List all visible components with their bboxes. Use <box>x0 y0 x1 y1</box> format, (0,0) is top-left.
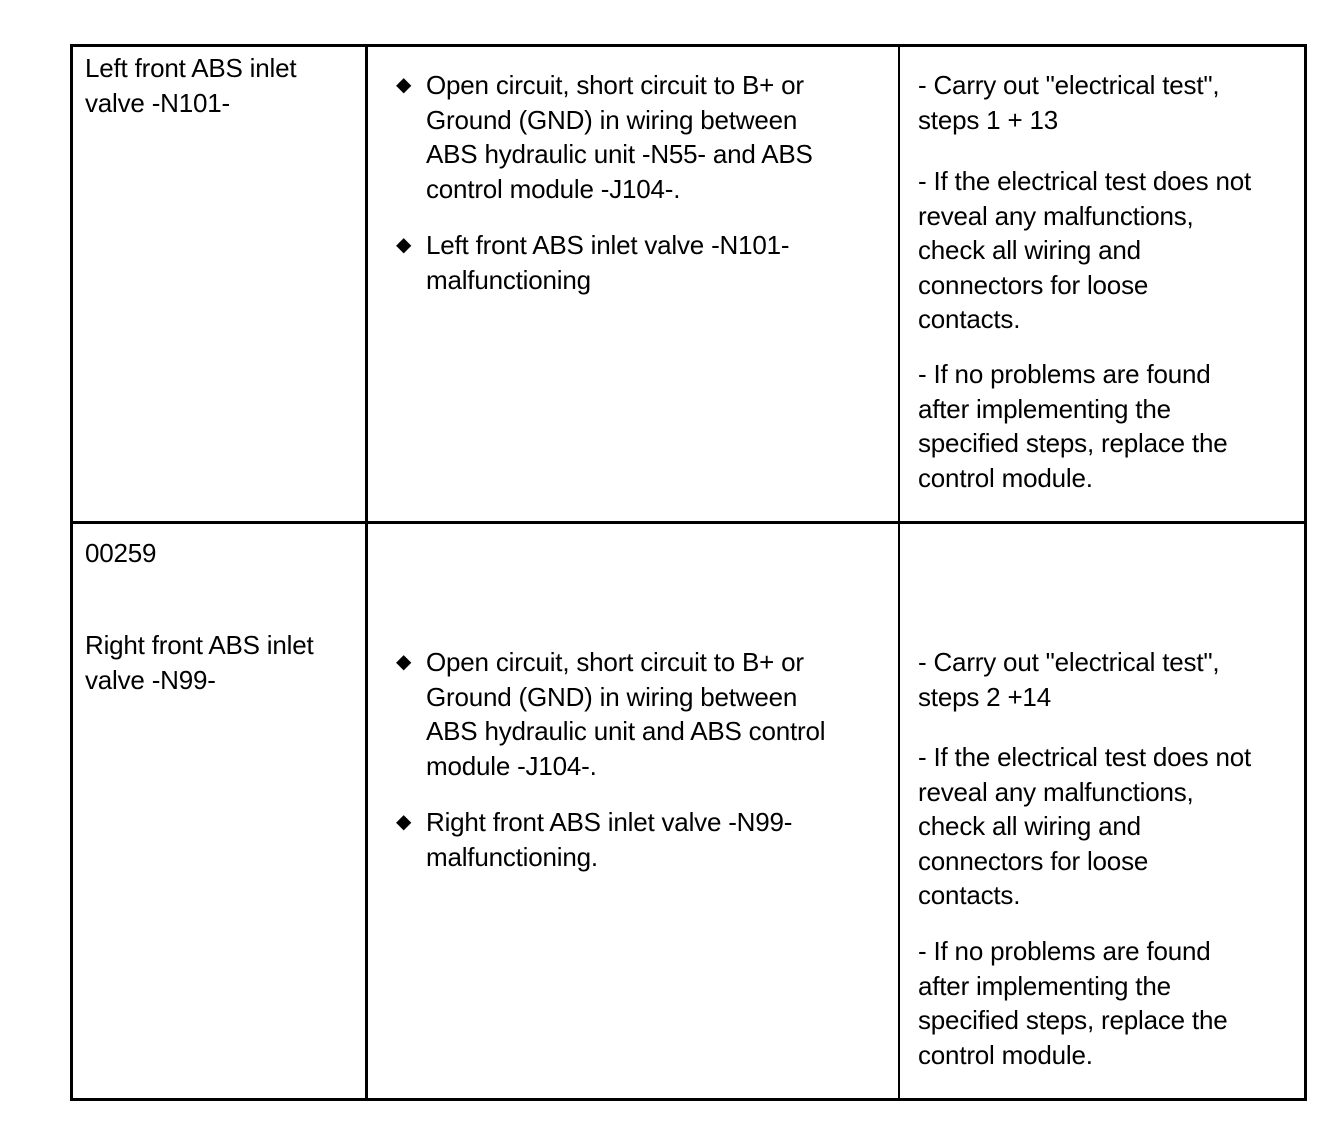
remedy-text: - Carry out "electrical test", steps 1 + 13 <box>918 70 1220 135</box>
remedy-text: - If the electrical test does not reveal any malfunctions, check all wiring and connectors for loose contacts. <box>918 742 1252 910</box>
cause-item <box>396 68 896 206</box>
diamond-bullet-icon: ◆ <box>396 651 412 673</box>
remedy-text: - Carry out "electrical test", steps 2 +14 <box>918 647 1220 712</box>
fault-code: 00259 <box>85 538 157 568</box>
cause-text: Open circuit, short circuit to B+ or Ground (GND) in wiring between ABS hydraulic unit and ABS control module -J104-. <box>426 647 826 781</box>
table-row <box>73 47 1304 524</box>
component-cell <box>73 47 368 521</box>
component-name: Right front ABS inlet valve -N99- <box>85 630 314 695</box>
cause-cell <box>368 524 900 1098</box>
diamond-bullet-icon: ◆ <box>396 234 412 256</box>
cause-text: Left front ABS inlet valve -N101- malfunctioning <box>426 230 790 295</box>
remedy-cell <box>900 47 1304 521</box>
remedy-text: - If no problems are found after implementing the specified steps, replace the control module. <box>918 936 1228 1070</box>
diamond-bullet-icon: ◆ <box>396 74 412 96</box>
cause-item <box>396 645 896 783</box>
fault-table <box>70 44 1307 1101</box>
cause-cell <box>368 47 900 521</box>
cause-text: Right front ABS inlet valve -N99- malfunctioning. <box>426 807 793 872</box>
cause-item <box>396 228 896 297</box>
component-name: Left front ABS inlet valve -N101- <box>85 53 297 118</box>
remedy-text: - If no problems are found after implementing the specified steps, replace the control module. <box>918 359 1228 493</box>
component-cell <box>73 524 368 1098</box>
cause-text: Open circuit, short circuit to B+ or Ground (GND) in wiring between ABS hydraulic unit -N55- and ABS control module -J104-. <box>426 70 813 204</box>
cause-item <box>396 805 896 874</box>
remedy-text: - If the electrical test does not reveal any malfunctions, check all wiring and connectors for loose contacts. <box>918 166 1252 334</box>
remedy-cell <box>900 524 1304 1098</box>
table-row <box>73 524 1304 1098</box>
diamond-bullet-icon: ◆ <box>396 811 412 833</box>
